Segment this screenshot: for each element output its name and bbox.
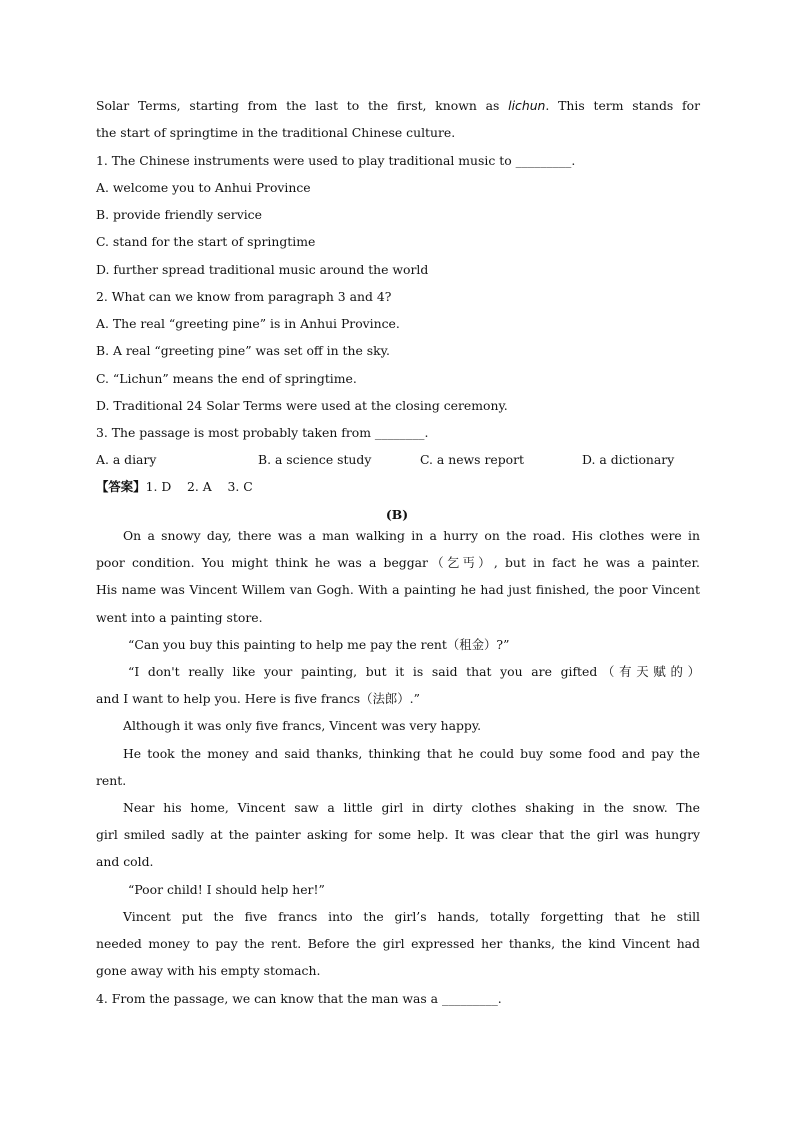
passage-b-line: girl smiled sadly at the painter asking for some help. It was clear that the girl was hungry (96, 827, 700, 842)
question-3-stem: 3. The passage is most probably taken from ________. (96, 425, 429, 440)
passage-b-line: Although it was only five francs, Vincent was very happy. (123, 718, 482, 733)
passage-b-line: His name was Vincent Willem van Gogh. With a painting he had just finished, the poor Vincent (96, 582, 700, 597)
passage-b-line: He took the money and said thanks, thinking that he could buy some food and pay the (123, 746, 700, 761)
question-1-option-b: B. provide friendly service (96, 207, 262, 222)
question-2-option-c: C. “Lichun” means the end of springtime. (96, 371, 357, 386)
question-2-option-b: B. A real “greeting pine” was set off in the sky. (96, 343, 390, 358)
question-1-option-d: D. further spread traditional music around the world (96, 262, 429, 277)
question-3-option-a: A. a diary (96, 452, 157, 467)
passage-b-line: poor condition. You might think he was a beggar（乞丐）, but in fact he was a painter. (96, 555, 700, 570)
passage-b-line: “Can you buy this painting to help me pay the rent（租金）?” (128, 637, 510, 652)
question-2-option-d: D. Traditional 24 Solar Terms were used at the closing ceremony. (96, 398, 508, 413)
passage-b-line: rent. (96, 773, 127, 788)
question-2-stem: 2. What can we know from paragraph 3 and 4? (96, 289, 392, 304)
passage-b-line: “I don't really like your painting, but it is said that you are gifted（有天赋的） (128, 664, 700, 679)
question-2-option-a: A. The real “greeting pine” is in Anhui Province. (96, 316, 400, 331)
question-1-option-c: C. stand for the start of springtime (96, 234, 316, 249)
passage-b-line: Vincent put the five francs into the girl’s hands, totally forgetting that he still (123, 909, 700, 924)
question-4-stem: 4. From the passage, we can know that the man was a _________. (96, 991, 502, 1006)
passage-b-line: and cold. (96, 854, 154, 869)
passage-b-title: (B) (385, 507, 409, 522)
answer-line (96, 479, 253, 495)
passage-a-line-1 (96, 98, 700, 114)
answer-label: 【答案】 (96, 479, 146, 494)
question-3-option-b: B. a science study (258, 452, 372, 467)
passage-a-line-1-pre: Solar Terms, starting from the last to the first, known as (96, 98, 509, 113)
passage-b-line: went into a painting store. (96, 610, 263, 625)
passage-b-line: and I want to help you. Here is five francs（法郎）.” (96, 691, 420, 706)
lichun-term: lichun (508, 98, 546, 113)
passage-a-line-1-post: . This term stands for (545, 98, 700, 113)
question-3-option-c: C. a news report (420, 452, 525, 467)
passage-b-line: On a snowy day, there was a man walking in a hurry on the road. His clothes were in (123, 528, 700, 543)
question-3-option-d: D. a dictionary (582, 452, 675, 467)
passage-b-line: “Poor child! I should help her!” (128, 882, 325, 897)
answer-text: 1. D 2. A 3. C (145, 479, 253, 494)
passage-b-line: gone away with his empty stomach. (96, 963, 321, 978)
question-1-stem: 1. The Chinese instruments were used to play traditional music to _________. (96, 153, 576, 168)
passage-b-line: Near his home, Vincent saw a little girl in dirty clothes shaking in the snow. The (123, 800, 700, 815)
passage-a-line-2: the start of springtime in the traditional Chinese culture. (96, 125, 456, 140)
question-1-option-a: A. welcome you to Anhui Province (96, 180, 311, 195)
passage-b-line: needed money to pay the rent. Before the girl expressed her thanks, the kind Vincent had (96, 936, 700, 951)
